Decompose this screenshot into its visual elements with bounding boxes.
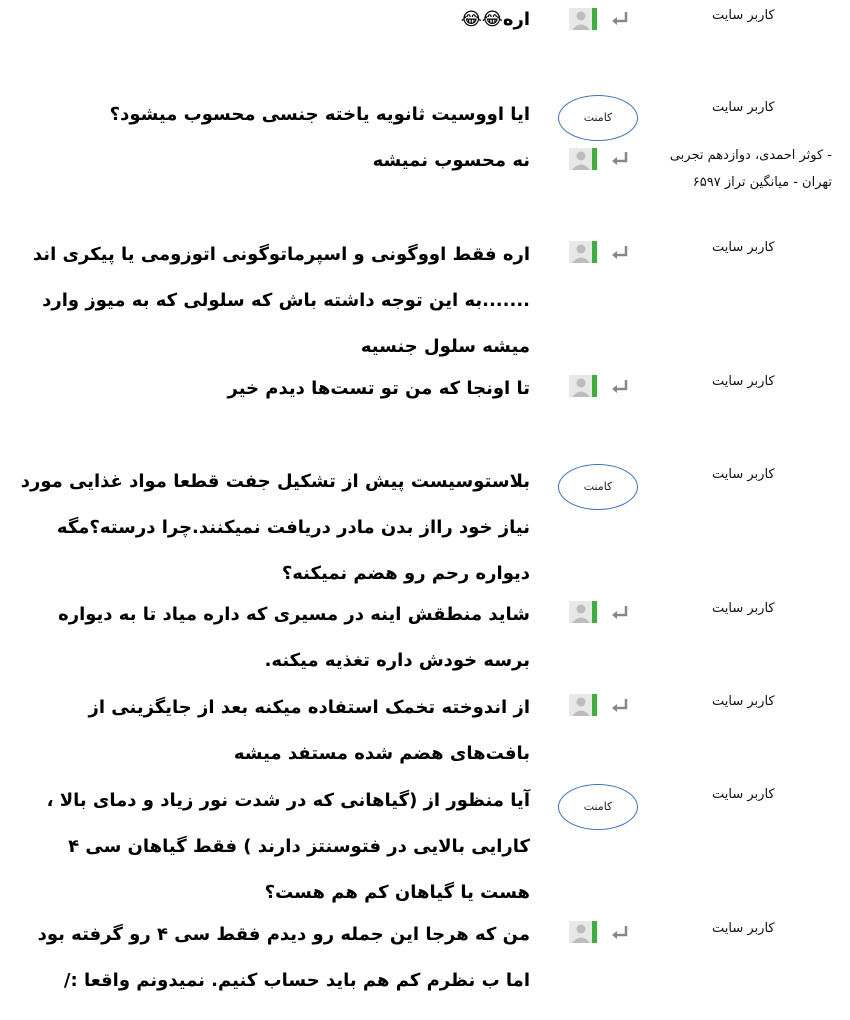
author-name	[632, 142, 832, 196]
comment-text: بلاستوسیست پیش از تشکیل جفت قطعا مواد غذایی مورد نیاز خود رااز بدن مادر دریافت نمیکنند.چرا درسته؟مگه دیواره رحم رو هضم نمیکنه؟	[20, 471, 530, 584]
comment-text: تا اونجا که من تو تست‌ها دیدم خیر	[227, 378, 530, 399]
comment-badge[interactable]: کامنت	[558, 464, 638, 510]
comment-text: من که هرجا این جمله رو دیدم فقط سی ۴ رو گرفته بود اما ب نظرم کم هم باید حساب کنیم. نمیدونم واقعا :/	[37, 924, 530, 991]
reply-icon[interactable]	[609, 9, 629, 29]
reply-icon[interactable]	[609, 923, 629, 943]
comment-text: ایا اووسیت ثانویه یاخته جنسی محسوب میشود؟	[109, 104, 530, 125]
comment-text: شاید منطقش اینه در مسیری که داره میاد تا به دیواره برسه خودش داره تغذیه میکنه.	[58, 604, 530, 671]
reply-icon[interactable]	[609, 696, 629, 716]
author-name: کاربر سایت	[712, 467, 775, 482]
avatar-icon	[569, 148, 597, 170]
reply-icon[interactable]	[609, 243, 629, 263]
author-name: کاربر سایت	[712, 601, 775, 616]
comment-text: اره😂😂	[460, 9, 530, 30]
reply-icon[interactable]	[609, 149, 629, 169]
author-name: کاربر سایت	[712, 694, 775, 709]
comment-text: از اندوخته تخمک استفاده میکنه بعد از جایگزینی از بافت‌های هضم شده مستفد میشه	[88, 697, 530, 764]
comment-badge[interactable]: کامنت	[558, 784, 638, 830]
comment-text: نه محسوب نمیشه	[372, 150, 530, 171]
comment-badge[interactable]: کامنت	[558, 95, 638, 141]
avatar-icon	[569, 694, 597, 716]
avatar-icon	[569, 8, 597, 30]
author-name: کاربر سایت	[712, 240, 775, 255]
author-line: تهران - میانگین تراز ۶۵۹۷	[692, 175, 832, 190]
avatar-icon	[569, 601, 597, 623]
avatar-icon	[569, 241, 597, 263]
comment-text: اره فقط اووگونی و اسپرماتوگونی اتوزومی یا پیکری اند .......به این توجه داشته باش که سلولی که به میوز وارد میشه سلول جنسیه	[32, 244, 530, 357]
comment-text: آیا منظور از (گیاهانی که در شدت نور زیاد و دمای بالا ، کارایی بالایی در فتوسنتز دارند ) فقط گیاهان سی ۴ هست یا گیاهان کم هم هست؟	[46, 790, 530, 903]
author-name: کاربر سایت	[712, 100, 775, 115]
author-name: کاربر سایت	[712, 787, 775, 802]
author-name: کاربر سایت	[712, 921, 775, 936]
author-name: کاربر سایت	[712, 8, 775, 23]
reply-icon[interactable]	[609, 603, 629, 623]
author-name: کاربر سایت	[712, 374, 775, 389]
reply-icon[interactable]	[609, 377, 629, 397]
author-line: کوثر احمدی، دوازدهم تجربی -	[669, 148, 832, 163]
avatar-icon	[569, 375, 597, 397]
avatar-icon	[569, 921, 597, 943]
